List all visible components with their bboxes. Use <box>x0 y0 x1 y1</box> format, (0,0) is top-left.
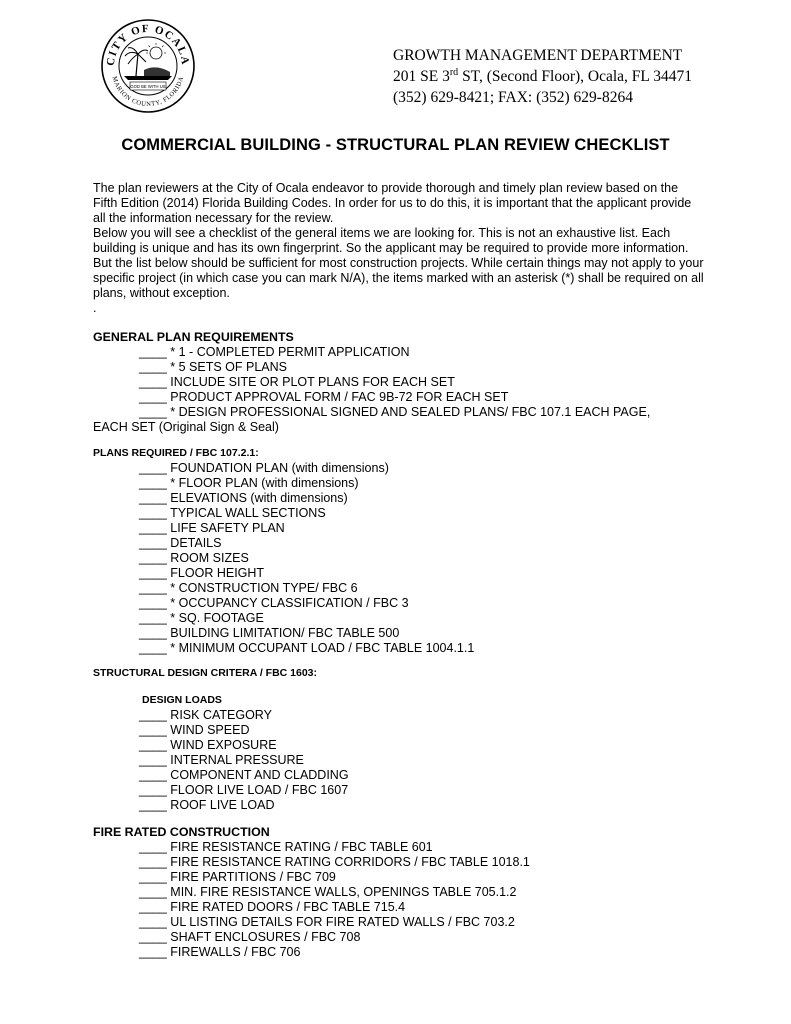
checklist-item <box>93 551 474 566</box>
checklist-item-label: * DESIGN PROFESSIONAL SIGNED AND SEALED PLANS/ FBC 107.1 EACH PAGE, <box>170 405 651 419</box>
checklist-item <box>93 521 474 536</box>
section-title-fire: FIRE RATED CONSTRUCTION <box>93 825 270 839</box>
checkbox-blank[interactable]: ____ <box>139 536 167 550</box>
checklist-item <box>93 885 530 900</box>
checkbox-blank[interactable]: ____ <box>139 626 167 640</box>
checklist-fire <box>93 840 530 960</box>
checklist-item-label: * FLOOR PLAN (with dimensions) <box>170 476 359 490</box>
checklist-item-label: ROOF LIVE LOAD <box>170 798 275 812</box>
checklist-general <box>93 345 705 435</box>
checkbox-blank[interactable]: ____ <box>139 708 167 722</box>
checklist-item <box>93 708 349 723</box>
checklist-item-label: FIREWALLS / FBC 706 <box>170 945 301 959</box>
checkbox-blank[interactable]: ____ <box>139 870 167 884</box>
checkbox-blank[interactable]: ____ <box>139 375 167 389</box>
checklist-item-label: FIRE RESISTANCE RATING / FBC TABLE 601 <box>170 840 433 854</box>
intro-text <box>93 181 705 316</box>
checklist-item-label: LIFE SAFETY PLAN <box>170 521 285 535</box>
checkbox-blank[interactable]: ____ <box>139 521 167 535</box>
checkbox-blank[interactable]: ____ <box>139 945 167 959</box>
checklist-item-label: SHAFT ENCLOSURES / FBC 708 <box>170 930 361 944</box>
checklist-item-label: * MINIMUM OCCUPANT LOAD / FBC TABLE 1004.1.1 <box>170 641 475 655</box>
svg-text:MARION COUNTY, FLORIDA: MARION COUNTY, FLORIDA <box>110 75 186 109</box>
checkbox-blank[interactable]: ____ <box>139 783 167 797</box>
checklist-item <box>93 491 474 506</box>
checklist-item-label: INTERNAL PRESSURE <box>170 753 304 767</box>
checklist-item <box>93 945 530 960</box>
checklist-item-label: UL LISTING DETAILS FOR FIRE RATED WALLS / FBC 703.2 <box>170 915 515 929</box>
svg-text:GOD BE WITH US: GOD BE WITH US <box>130 84 166 89</box>
checklist-item-label: TYPICAL WALL SECTIONS <box>170 506 326 520</box>
checklist-item <box>93 581 474 596</box>
department-header <box>393 45 692 108</box>
checkbox-blank[interactable]: ____ <box>139 840 167 854</box>
checklist-item <box>93 375 705 390</box>
checklist-structural <box>93 708 349 813</box>
checklist-item-label: * 1 - COMPLETED PERMIT APPLICATION <box>170 345 410 359</box>
checkbox-blank[interactable]: ____ <box>139 855 167 869</box>
checkbox-blank[interactable]: ____ <box>139 405 167 419</box>
section-structural <box>93 666 349 813</box>
checklist-item-label: BUILDING LIMITATION/ FBC TABLE 500 <box>170 626 400 640</box>
checkbox-blank[interactable]: ____ <box>139 551 167 565</box>
checkbox-blank[interactable]: ____ <box>139 768 167 782</box>
checklist-item <box>93 360 705 375</box>
checkbox-blank[interactable]: ____ <box>139 753 167 767</box>
section-title-general: GENERAL PLAN REQUIREMENTS <box>93 330 294 344</box>
checklist-item <box>93 461 474 476</box>
checkbox-blank[interactable]: ____ <box>139 596 167 610</box>
department-name: GROWTH MANAGEMENT DEPARTMENT <box>393 47 683 64</box>
checklist-plans <box>93 461 474 656</box>
checklist-item <box>93 476 474 491</box>
checklist-item-label: MIN. FIRE RESISTANCE WALLS, OPENINGS TABLE 705.1.2 <box>170 885 517 899</box>
section-title-plans: PLANS REQUIRED / FBC 107.2.1: <box>93 447 259 459</box>
section-general <box>93 330 705 435</box>
checklist-item-label: * 5 SETS OF PLANS <box>170 360 288 374</box>
checkbox-blank[interactable]: ____ <box>139 566 167 580</box>
checklist-item <box>93 566 474 581</box>
checkbox-blank[interactable]: ____ <box>139 930 167 944</box>
department-phone-fax: (352) 629-8421; FAX: (352) 629-8264 <box>393 89 633 106</box>
checkbox-blank[interactable]: ____ <box>139 900 167 914</box>
checklist-item-label: DETAILS <box>170 536 222 550</box>
checklist-item <box>93 870 530 885</box>
checklist-item <box>93 738 349 753</box>
checkbox-blank[interactable]: ____ <box>139 641 167 655</box>
checkbox-blank[interactable]: ____ <box>139 611 167 625</box>
checklist-item-label: WIND EXPOSURE <box>170 738 277 752</box>
checklist-item-label: FLOOR LIVE LOAD / FBC 1607 <box>170 783 349 797</box>
intro-dot: . <box>93 301 97 315</box>
checklist-item-label-continued: EACH SET (Original Sign & Seal) <box>93 420 279 434</box>
checkbox-blank[interactable]: ____ <box>139 738 167 752</box>
checklist-item-label: * OCCUPANCY CLASSIFICATION / FBC 3 <box>170 596 409 610</box>
checklist-item-label: * CONSTRUCTION TYPE/ FBC 6 <box>170 581 358 595</box>
checklist-item <box>93 723 349 738</box>
checklist-item <box>93 855 530 870</box>
intro-paragraph-2: Below you will see a checklist of the general items we are looking for. This is not an exhaustive list. Each building is unique and has its own fingerprint. So the applicant may be required to provide more information. But the list below should be sufficient for most construction projects. While certain things may not apply to your specific project (in which case you can mark N/A), the items marked with an asterisk (*) shall be required on all plans, without exception. <box>93 226 704 300</box>
checklist-item-label: FOUNDATION PLAN (with dimensions) <box>170 461 389 475</box>
checklist-item <box>93 611 474 626</box>
page-title: COMMERCIAL BUILDING - STRUCTURAL PLAN REVIEW CHECKLIST <box>121 136 670 154</box>
checkbox-blank[interactable]: ____ <box>139 723 167 737</box>
checklist-item-label: WIND SPEED <box>170 723 250 737</box>
checkbox-blank[interactable]: ____ <box>139 345 167 359</box>
checklist-item-label: FIRE RATED DOORS / FBC TABLE 715.4 <box>170 900 406 914</box>
checklist-item-label: ROOM SIZES <box>170 551 249 565</box>
checklist-item <box>93 641 474 656</box>
checklist-item-label: FIRE RESISTANCE RATING CORRIDORS / FBC TABLE 1018.1 <box>170 855 530 869</box>
checklist-item-label: FIRE PARTITIONS / FBC 709 <box>170 870 336 884</box>
checklist-item <box>93 596 474 611</box>
section-plans <box>93 446 474 656</box>
checklist-item-label: FLOOR HEIGHT <box>170 566 265 580</box>
checklist-item <box>93 798 349 813</box>
department-address: 201 SE 3rd ST, (Second Floor), Ocala, FL 34471 <box>393 67 692 85</box>
checklist-item-label: RISK CATEGORY <box>170 708 272 722</box>
checklist-item <box>93 900 530 915</box>
checkbox-blank[interactable]: ____ <box>139 390 167 404</box>
checklist-item <box>93 753 349 768</box>
checkbox-blank[interactable]: ____ <box>139 798 167 812</box>
checklist-item <box>93 768 349 783</box>
city-seal-logo <box>100 18 196 114</box>
checklist-item <box>93 930 530 945</box>
subsection-title-design-loads: DESIGN LOADS <box>142 694 222 706</box>
checklist-item <box>93 390 705 405</box>
checklist-item <box>93 536 474 551</box>
checklist-item <box>93 506 474 521</box>
checkbox-blank[interactable]: ____ <box>139 506 167 520</box>
checkbox-blank[interactable]: ____ <box>139 885 167 899</box>
section-fire <box>93 825 530 960</box>
checklist-item-label: * SQ. FOOTAGE <box>170 611 264 625</box>
section-title-structural: STRUCTURAL DESIGN CRITERA / FBC 1603: <box>93 667 318 679</box>
intro-paragraph-1: The plan reviewers at the City of Ocala endeavor to provide thorough and timely plan review based on the Fifth Edition (2014) Florida Building Codes. In order for us to do this, it is important that the applicant provide all the information necessary for the review. <box>93 181 692 225</box>
checkbox-blank[interactable]: ____ <box>139 360 167 374</box>
checklist-item-label: PRODUCT APPROVAL FORM / FAC 9B-72 FOR EACH SET <box>170 390 509 404</box>
checklist-item-label: INCLUDE SITE OR PLOT PLANS FOR EACH SET <box>170 375 455 389</box>
checklist-item-label: COMPONENT AND CLADDING <box>170 768 349 782</box>
checkbox-blank[interactable]: ____ <box>139 581 167 595</box>
checkbox-blank[interactable]: ____ <box>139 491 167 505</box>
svg-text:CITY OF OCALA: CITY OF OCALA <box>104 22 192 67</box>
checklist-item <box>93 840 530 855</box>
checklist-item-label: ELEVATIONS (with dimensions) <box>170 491 348 505</box>
checkbox-blank[interactable]: ____ <box>139 461 167 475</box>
checklist-item <box>93 915 530 930</box>
checklist-item <box>93 626 474 641</box>
checkbox-blank[interactable]: ____ <box>139 476 167 490</box>
checklist-item <box>93 405 705 435</box>
checklist-item <box>93 783 349 798</box>
checklist-item <box>93 345 705 360</box>
checkbox-blank[interactable]: ____ <box>139 915 167 929</box>
